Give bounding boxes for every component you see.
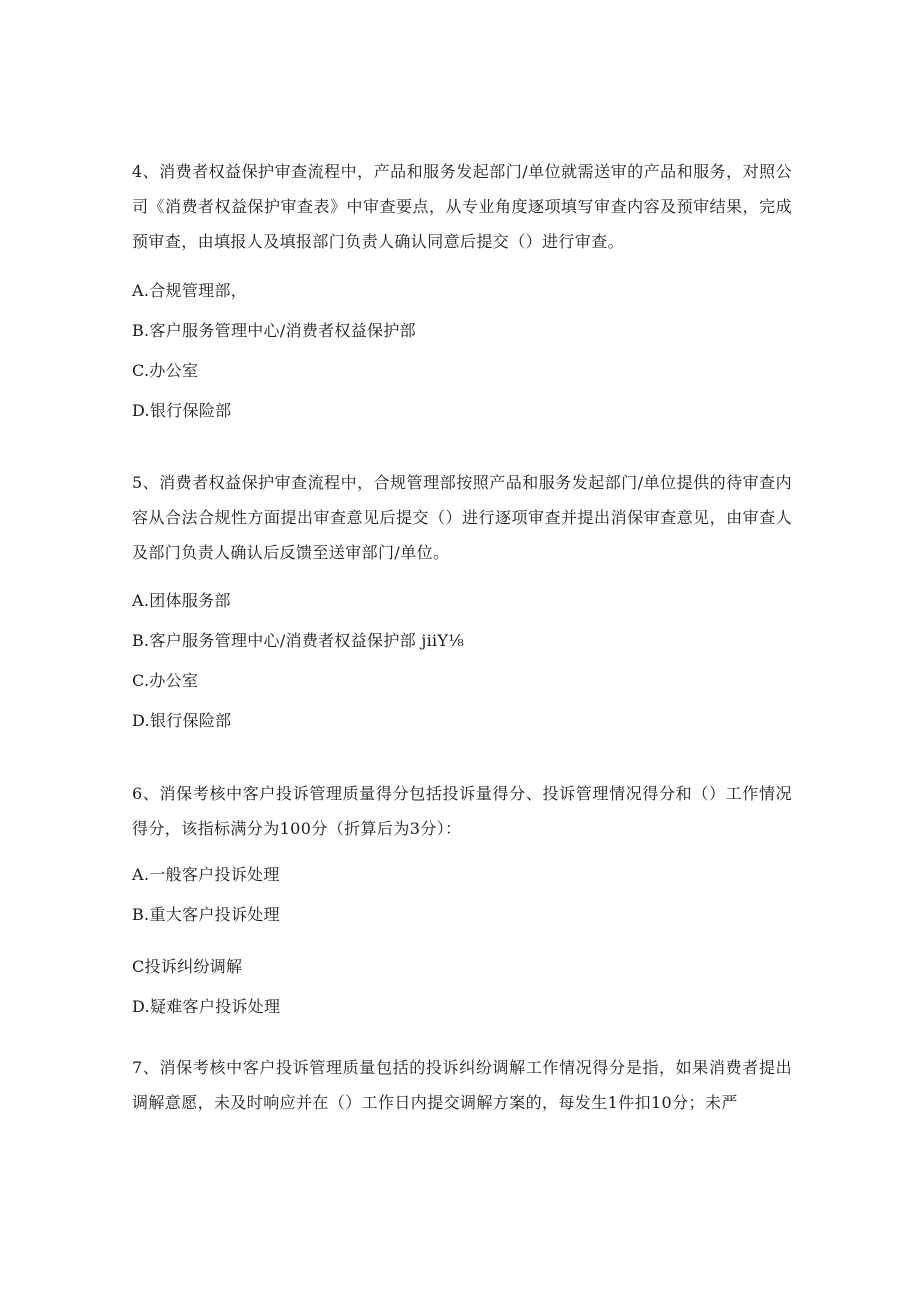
question-5-option-d: D.银行保险部: [132, 711, 232, 730]
question-5-option-a: A.团体服务部: [132, 591, 231, 610]
question-4-stem: 4、消费者权益保护审查流程中，产品和服务发起部门/单位就需送审的产品和服务，对照公司《消费者权益保护审查表》中审查要点，从专业角度逐项填写审查内容及预审结果，完成预审查，由填报人及填报部门负责人确认同意后提交（）进行审查。: [132, 162, 792, 251]
question-6-option-a: A.一般客户投诉处理: [132, 865, 280, 884]
question-4-option-c: C.办公室: [132, 361, 199, 380]
question-5-option-c: C.办公室: [132, 671, 199, 690]
question-7-stem: 7、消保考核中客户投诉管理质量包括的投诉纠纷调解工作情况得分是指，如果消费者提出调解意愿，未及时响应并在（）工作日内提交调解方案的，每发生1件扣10分；未严: [132, 1058, 792, 1112]
question-6-option-b: B.重大客户投诉处理: [132, 905, 280, 924]
question-5-option-b: B.客户服务管理中心/消费者权益保护部 jiiY⅛: [132, 631, 465, 650]
question-6-stem: 6、消保考核中客户投诉管理质量得分包括投诉量得分、投诉管理情况得分和（）工作情况得分，该指标满分为100分（折算后为3分）：: [132, 784, 792, 838]
question-6-option-d: D.疑难客户投诉处理: [132, 997, 281, 1016]
question-5-stem: 5、消费者权益保护审查流程中，合规管理部按照产品和服务发起部门/单位提供的待审查内容从合法合规性方面提出审查意见后提交（）进行逐项审查并提出消保审查意见，由审查人及部门负责人确认后反馈至送审部门/单位。: [132, 473, 792, 562]
question-4-option-a: A.合规管理部，: [132, 281, 248, 300]
question-6-option-c: C投诉纠纷调解: [132, 957, 243, 976]
question-4-option-d: D.银行保险部: [132, 401, 232, 420]
question-4-option-b: B.客户服务管理中心/消费者权益保护部: [132, 321, 416, 340]
